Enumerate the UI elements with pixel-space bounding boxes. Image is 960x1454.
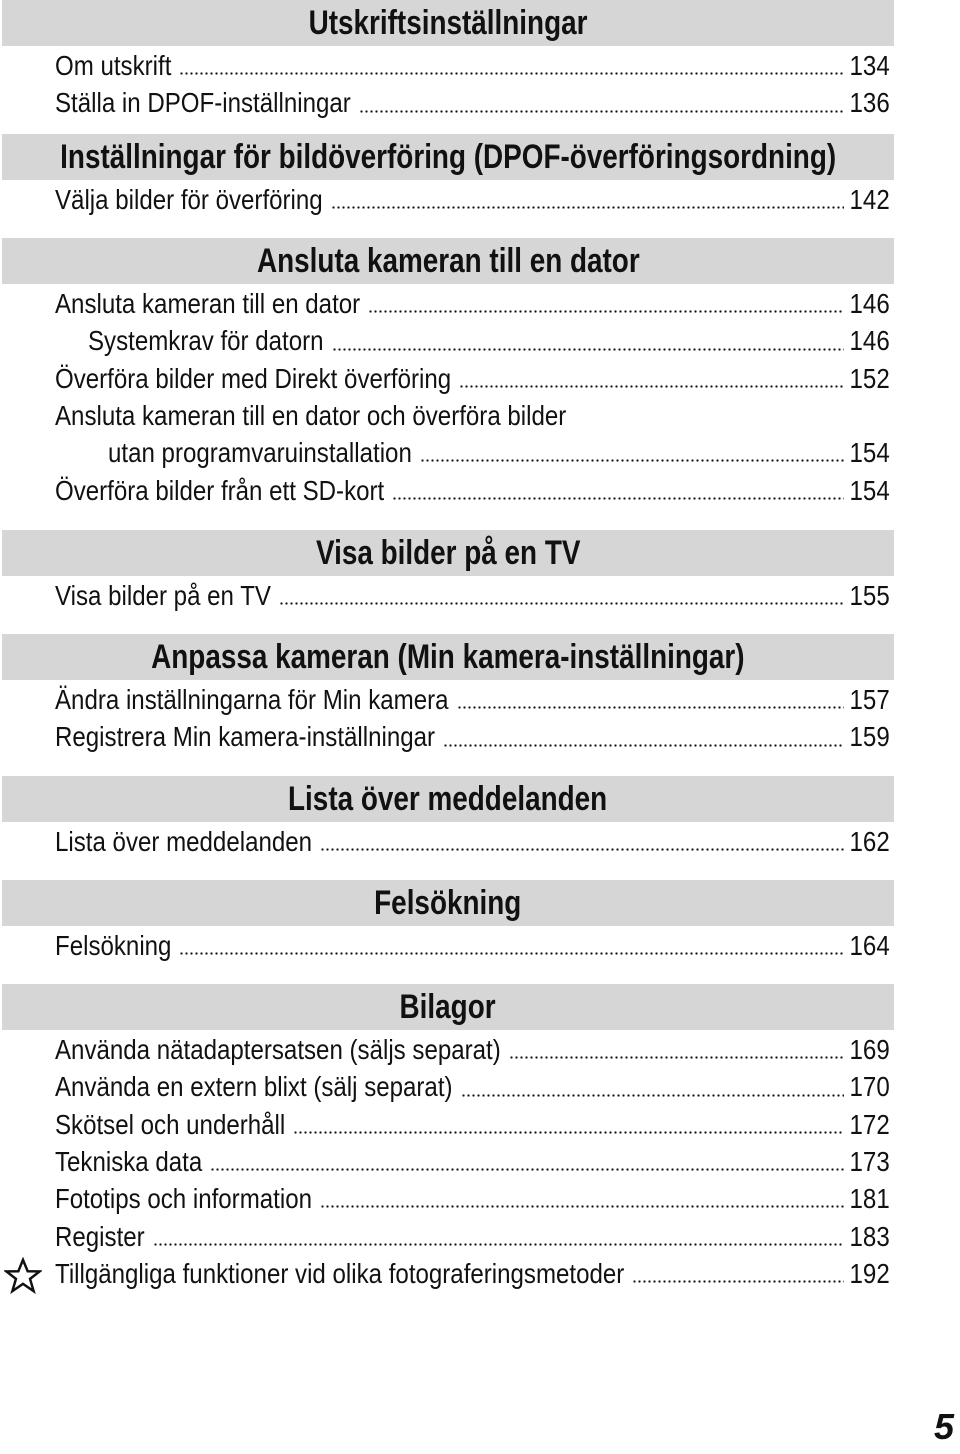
section-header — [2, 634, 894, 680]
leader-dots — [179, 952, 843, 955]
toc-section — [0, 634, 960, 753]
section-header — [2, 0, 894, 46]
toc-section — [0, 134, 960, 215]
entry-page-number: 164 — [849, 930, 890, 961]
entry-label: Överföra bilder från ett SD-kort — [55, 474, 385, 506]
toc-section — [0, 530, 960, 611]
leader-dots — [420, 459, 844, 462]
entry-label: Lista över meddelanden — [55, 826, 313, 857]
toc-entry[interactable] — [0, 323, 892, 360]
toc-entry[interactable] — [0, 928, 892, 965]
entry-page-number: 183 — [849, 1220, 890, 1252]
entry-page-number: 142 — [849, 184, 890, 215]
toc-entry[interactable] — [0, 85, 892, 122]
entry-label: Om utskrift — [55, 50, 172, 81]
star-outline-icon — [4, 1257, 42, 1295]
entry-page-number: 157 — [849, 684, 890, 715]
entry-page-number: 136 — [849, 87, 890, 119]
section-header — [2, 238, 894, 284]
toc-entry[interactable] — [0, 48, 892, 85]
toc-entry[interactable] — [0, 1256, 892, 1293]
toc-section — [0, 238, 960, 506]
entry-label: Ansluta kameran till en dator — [55, 288, 361, 319]
leader-dots — [443, 744, 844, 747]
entry-label: Välja bilder för överföring — [55, 184, 323, 215]
leader-dots — [459, 385, 844, 388]
section-header — [2, 880, 894, 926]
entry-label: Ansluta kameran till en dator och överföra bilder — [55, 399, 567, 431]
toc-entry[interactable] — [0, 1181, 892, 1218]
leader-dots — [457, 706, 844, 709]
toc-entry[interactable] — [0, 719, 892, 756]
entry-label: Ändra inställningarna för Min kamera — [55, 684, 449, 715]
leader-dots — [293, 1131, 844, 1134]
toc-entry[interactable] — [0, 1069, 892, 1106]
toc-section — [0, 984, 960, 1289]
leader-dots — [279, 602, 844, 605]
page-number: 5 — [933, 1406, 954, 1447]
entry-label: Visa bilder på en TV — [55, 580, 271, 611]
entry-page-number: 146 — [849, 288, 890, 319]
leader-dots — [179, 72, 843, 75]
leader-dots — [392, 497, 844, 500]
entry-page-number: 152 — [849, 362, 890, 394]
leader-dots — [368, 310, 844, 313]
entry-page-number: 173 — [849, 1145, 890, 1177]
leader-dots — [320, 848, 844, 851]
leader-dots — [461, 1094, 844, 1097]
entry-label: Tillgängliga funktioner vid olika fotograferingsmetoder — [55, 1257, 625, 1289]
toc-entry[interactable] — [0, 435, 892, 472]
section-title: Anpassa kameran (Min kamera-inställningar) — [151, 637, 745, 676]
toc-entry[interactable] — [0, 682, 892, 719]
entry-page-number: 192 — [849, 1257, 890, 1289]
entry-label: Använda en extern blixt (sälj separat) — [55, 1071, 453, 1103]
section-title: Inställningar för bildöverföring (DPOF-överföringsordning) — [60, 137, 837, 176]
entry-page-number: 155 — [849, 580, 890, 611]
entry-label: Fototips och information — [55, 1183, 312, 1215]
leader-dots — [632, 1280, 844, 1283]
toc-entry[interactable] — [0, 182, 892, 219]
entry-label: Tekniska data — [55, 1145, 203, 1177]
toc-entry[interactable] — [0, 1144, 892, 1181]
section-title: Felsökning — [374, 883, 522, 922]
entry-page-number: 172 — [849, 1108, 890, 1140]
section-title: Utskriftsinställningar — [308, 3, 588, 42]
entry-label: Register — [55, 1220, 145, 1252]
entry-page-number: 154 — [849, 437, 890, 469]
entry-label: Registrera Min kamera-inställningar — [55, 721, 436, 753]
toc-entry[interactable] — [0, 824, 892, 861]
section-title: Visa bilder på en TV — [315, 533, 581, 572]
toc-section — [0, 880, 960, 961]
leader-dots — [320, 1205, 844, 1208]
section-title: Bilagor — [399, 987, 497, 1026]
entry-label: Systemkrav för datorn — [88, 325, 324, 357]
entry-page-number: 134 — [849, 50, 890, 81]
toc-entry[interactable] — [0, 286, 892, 323]
entry-label: Ställa in DPOF-inställningar — [55, 87, 351, 119]
leader-dots — [359, 110, 844, 113]
entry-label: Använda nätadaptersatsen (säljs separat) — [55, 1034, 501, 1065]
entry-label: Felsökning — [55, 930, 172, 961]
section-title: Lista över meddelanden — [288, 779, 608, 818]
section-header — [2, 984, 894, 1030]
toc-entry[interactable] — [0, 398, 892, 435]
toc-entry[interactable] — [0, 473, 892, 510]
entry-page-number: 181 — [849, 1183, 890, 1215]
entry-label: Överföra bilder med Direkt överföring — [55, 362, 452, 394]
toc-section — [0, 776, 960, 857]
toc-section — [0, 0, 960, 119]
entry-label: utan programvaruinstallation — [108, 437, 412, 469]
entry-page-number: 170 — [849, 1071, 890, 1103]
toc-entry[interactable] — [0, 1032, 892, 1069]
section-header — [2, 134, 894, 180]
leader-dots — [332, 348, 844, 351]
section-header — [2, 530, 894, 576]
leader-dots — [509, 1056, 844, 1059]
entry-label: Skötsel och underhåll — [55, 1108, 286, 1140]
leader-dots — [210, 1168, 844, 1171]
entry-page-number: 154 — [849, 474, 890, 506]
leader-dots — [331, 206, 844, 209]
toc-entry[interactable] — [0, 578, 892, 615]
entry-page-number: 146 — [849, 325, 890, 357]
section-title: Ansluta kameran till en dator — [256, 241, 640, 280]
leader-dots — [153, 1243, 844, 1246]
section-header — [2, 776, 894, 822]
toc-entry[interactable] — [0, 1107, 892, 1144]
toc-entry[interactable] — [0, 1219, 892, 1256]
entry-page-number: 162 — [849, 826, 890, 857]
toc-entry[interactable] — [0, 361, 892, 398]
entry-page-number: 169 — [849, 1034, 890, 1065]
entry-page-number: 159 — [849, 721, 890, 753]
